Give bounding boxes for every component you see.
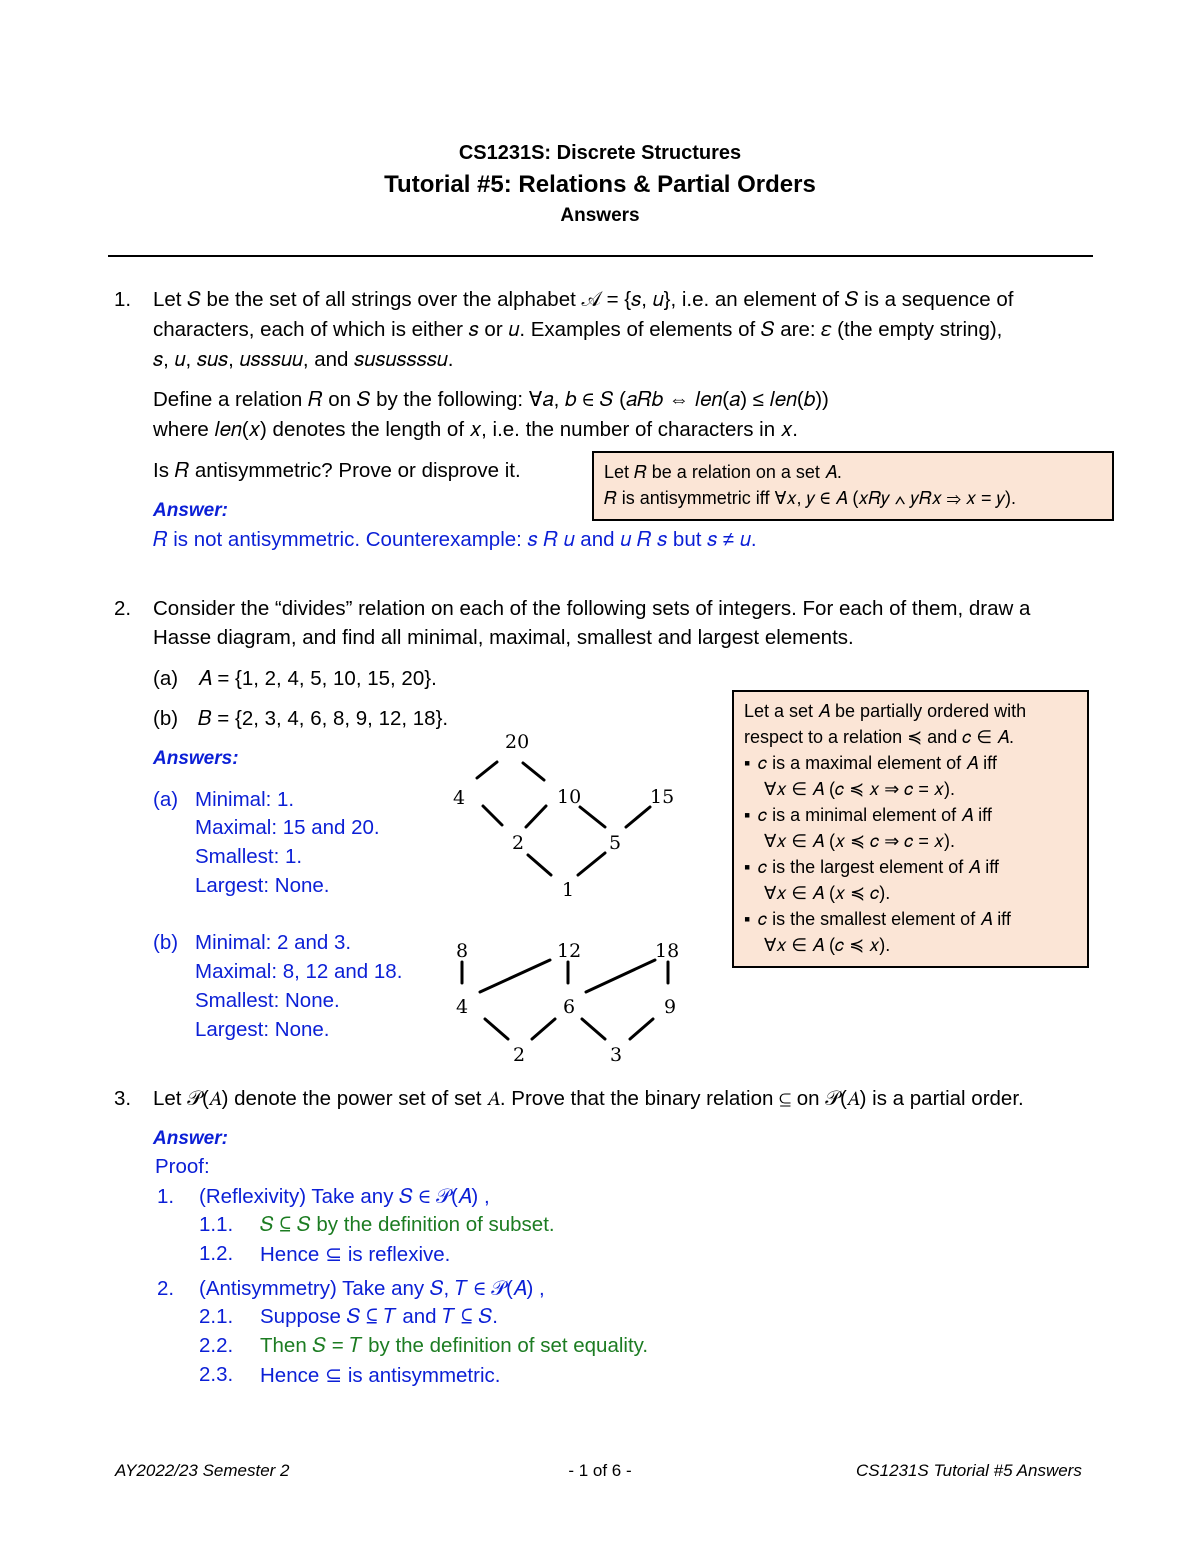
- node-label: 15: [650, 786, 675, 808]
- maximal-def-formula: ∀𝑥 ∈ 𝐴 (𝑐 ≼ 𝑥 ⇒ 𝑐 = 𝑥).: [764, 779, 955, 799]
- box-line2: 𝑅 is antisymmetric iff ∀𝑥, 𝑦 ∈ 𝐴 (𝑥𝑅𝑦 ∧ 𝑦𝑅𝑥 ⇒ 𝑥 = 𝑦).: [604, 488, 1016, 508]
- q1-number: 1.: [114, 288, 132, 311]
- q2-ans-b-smallest: Smallest: None.: [195, 989, 340, 1012]
- q2-set-a: 𝐴 = {1, 2, 4, 5, 10, 15, 20}.: [198, 667, 437, 690]
- step-1-1: 𝑆 ⊆ 𝑆 by the definition of subset.: [260, 1213, 555, 1236]
- q2-line1: Consider the “divides” relation on each of the following sets of integers. For each of them, draw a: [153, 597, 1031, 620]
- q2-part-a-label: (a): [153, 667, 179, 690]
- bullet-icon: ▪: [744, 805, 751, 825]
- minimal-def-formula: ∀𝑥 ∈ 𝐴 (𝑥 ≼ 𝑐 ⇒ 𝑐 = 𝑥).: [764, 831, 955, 851]
- q2-ans-a-largest: Largest: None.: [195, 874, 330, 897]
- edge-2-4: [485, 1019, 508, 1039]
- step-2-2: Then 𝑆 = 𝑇 by the definition of set equality.: [260, 1334, 649, 1357]
- footer-semester: AY2022/23 Semester 2: [115, 1461, 290, 1480]
- box-line1: Let 𝑅 be a relation on a set 𝐴.: [604, 462, 842, 482]
- edge-3-6: [582, 1019, 605, 1039]
- footer-doc-title: CS1231S Tutorial #5 Answers: [856, 1461, 1082, 1480]
- edge-4-12: [480, 960, 550, 992]
- edge-6-18: [586, 960, 655, 992]
- q2-answers-label: Answers:: [153, 748, 239, 769]
- q1-line1: Let 𝑆 be the set of all strings over the alphabet 𝒜 = {𝑠, 𝑢}, i.e. an element of 𝑆 is a sequence of: [153, 288, 1014, 311]
- node-label: 4: [453, 787, 466, 809]
- antisymmetric-definition-box: [592, 451, 1114, 521]
- node-label: 6: [563, 996, 576, 1018]
- step-2: (Antisymmetry) Take any 𝑆, 𝑇 ∈ 𝒫(𝐴) ,: [199, 1277, 545, 1300]
- box-intro-1: Let a set 𝐴 be partially ordered with: [744, 701, 1027, 721]
- bullet-icon: ▪: [744, 753, 751, 773]
- step-2-3-number: 2.3.: [199, 1363, 234, 1386]
- node-label: 8: [456, 940, 469, 962]
- step-1-2: Hence ⊆ is reflexive.: [260, 1243, 451, 1266]
- q1-answer: 𝑅 is not antisymmetric. Counterexample: 𝑠 𝑅 𝑢 and 𝑢 𝑅 𝑠 but 𝑠 ≠ 𝑢.: [153, 528, 757, 551]
- q2-ans-a-maximal: Maximal: 15 and 20.: [195, 816, 380, 839]
- step-1-2-number: 1.2.: [199, 1242, 234, 1265]
- q2-ans-b-largest: Largest: None.: [195, 1018, 330, 1041]
- q2-part-b-label: (b): [153, 707, 179, 730]
- node-label: 18: [655, 940, 680, 962]
- edge-1-5: [578, 853, 605, 875]
- q3-answer-label: Answer:: [153, 1128, 228, 1149]
- hasse-diagram-b: [440, 935, 700, 1070]
- answers-subtitle: Answers: [560, 205, 640, 226]
- q3-proof-label: Proof:: [155, 1155, 210, 1178]
- node-label: 9: [664, 996, 677, 1018]
- header-divider: [108, 255, 1093, 257]
- node-label: 12: [557, 940, 582, 962]
- hasse-diagram-a: [440, 725, 700, 905]
- node-label: 4: [456, 996, 469, 1018]
- q1-question: Is 𝑅 antisymmetric? Prove or disprove it.: [153, 459, 521, 482]
- course-title: CS1231S: Discrete Structures: [458, 142, 742, 164]
- step-1-1-number: 1.1.: [199, 1213, 234, 1236]
- edge-2-6: [532, 1019, 555, 1039]
- q2-set-b: 𝐵 = {2, 3, 4, 6, 8, 9, 12, 18}.: [198, 707, 449, 730]
- q2-ans-b-minimal: Minimal: 2 and 3.: [195, 931, 352, 954]
- step-1: (Reflexivity) Take any 𝑆 ∈ 𝒫(𝐴) ,: [199, 1185, 490, 1208]
- edge-3-9: [630, 1019, 653, 1039]
- node-label: 3: [610, 1044, 623, 1066]
- q3-number: 3.: [114, 1087, 132, 1110]
- bullet-icon: ▪: [744, 857, 751, 877]
- q2-ans-a-label: (a): [153, 788, 179, 811]
- node-label: 5: [609, 832, 622, 854]
- q1-line3: 𝑠, 𝑢, 𝑠𝑢𝑠, 𝑢𝑠𝑠𝑠𝑢𝑢, and 𝑠𝑢𝑠𝑢𝑠𝑠𝑠𝑠𝑢.: [153, 348, 454, 371]
- node-label: 20: [505, 731, 530, 753]
- minimal-def: 𝑐 is a minimal element of 𝐴 iff: [758, 805, 992, 825]
- step-1-number: 1.: [157, 1185, 175, 1208]
- footer-page-number: - 1 of 6 -: [568, 1461, 632, 1480]
- q2-ans-a-smallest: Smallest: 1.: [195, 845, 303, 868]
- partial-order-definitions-box: [732, 690, 1089, 968]
- edge-2-10: [526, 806, 546, 827]
- step-2-2-number: 2.2.: [199, 1334, 234, 1357]
- largest-def-formula: ∀𝑥 ∈ 𝐴 (𝑥 ≼ 𝑐).: [764, 883, 891, 903]
- smallest-def: 𝑐 is the smallest element of 𝐴 iff: [758, 909, 1011, 929]
- edge-4-20: [477, 762, 497, 778]
- box-intro-2: respect to a relation ≼ and 𝑐 ∈ 𝐴.: [744, 727, 1014, 747]
- q1-definition-line2: where 𝑙𝑒𝑛(𝑥) denotes the length of 𝑥, i.e. the number of characters in 𝑥.: [153, 418, 798, 441]
- q2-ans-b-label: (b): [153, 931, 179, 954]
- q2-ans-b-maximal: Maximal: 8, 12 and 18.: [195, 960, 403, 983]
- edge-4-2: [483, 806, 502, 825]
- q2-line2: Hasse diagram, and find all minimal, maximal, smallest and largest elements.: [153, 626, 854, 649]
- q1-line2: characters, each of which is either 𝑠 or 𝑢. Examples of elements of 𝑆 are: 𝜀 (the empty string),: [153, 318, 1003, 341]
- maximal-def: 𝑐 is a maximal element of 𝐴 iff: [758, 753, 997, 773]
- q2-ans-a-minimal: Minimal: 1.: [195, 788, 295, 811]
- edge-5-15: [626, 807, 650, 827]
- edge-2-1: [528, 855, 551, 875]
- tutorial-title: Tutorial #5: Relations & Partial Orders: [384, 171, 816, 198]
- bullet-icon: ▪: [744, 909, 751, 929]
- step-2-1: Suppose 𝑆 ⊆ 𝑇 and 𝑇 ⊆ 𝑆.: [260, 1305, 498, 1328]
- q2-number: 2.: [114, 597, 132, 620]
- step-2-number: 2.: [157, 1277, 175, 1300]
- q1-definition-line1: Define a relation 𝑅 on 𝑆 by the following: ∀𝑎, 𝑏 ∈ 𝑆 (𝑎𝑅𝑏 ⇔ 𝑙𝑒𝑛(𝑎) ≤ 𝑙𝑒𝑛(𝑏)): [153, 388, 829, 411]
- step-2-3: Hence ⊆ is antisymmetric.: [260, 1364, 501, 1387]
- edge-10-5: [580, 807, 605, 827]
- hasse-a-edges: [477, 762, 650, 875]
- step-2-1-number: 2.1.: [199, 1305, 234, 1328]
- node-label: 10: [557, 786, 582, 808]
- node-label: 2: [513, 1044, 526, 1066]
- smallest-def-formula: ∀𝑥 ∈ 𝐴 (𝑐 ≼ 𝑥).: [764, 935, 891, 955]
- node-label: 2: [512, 832, 525, 854]
- q3-line1: Let 𝒫(𝐴) denote the power set of set 𝐴. Prove that the binary relation ⊆ on 𝒫(𝐴) is a partial order.: [153, 1087, 1024, 1110]
- node-label: 1: [562, 879, 575, 901]
- q1-answer-label: Answer:: [153, 500, 228, 521]
- largest-def: 𝑐 is the largest element of 𝐴 iff: [758, 857, 999, 877]
- edge-20-10: [523, 763, 544, 780]
